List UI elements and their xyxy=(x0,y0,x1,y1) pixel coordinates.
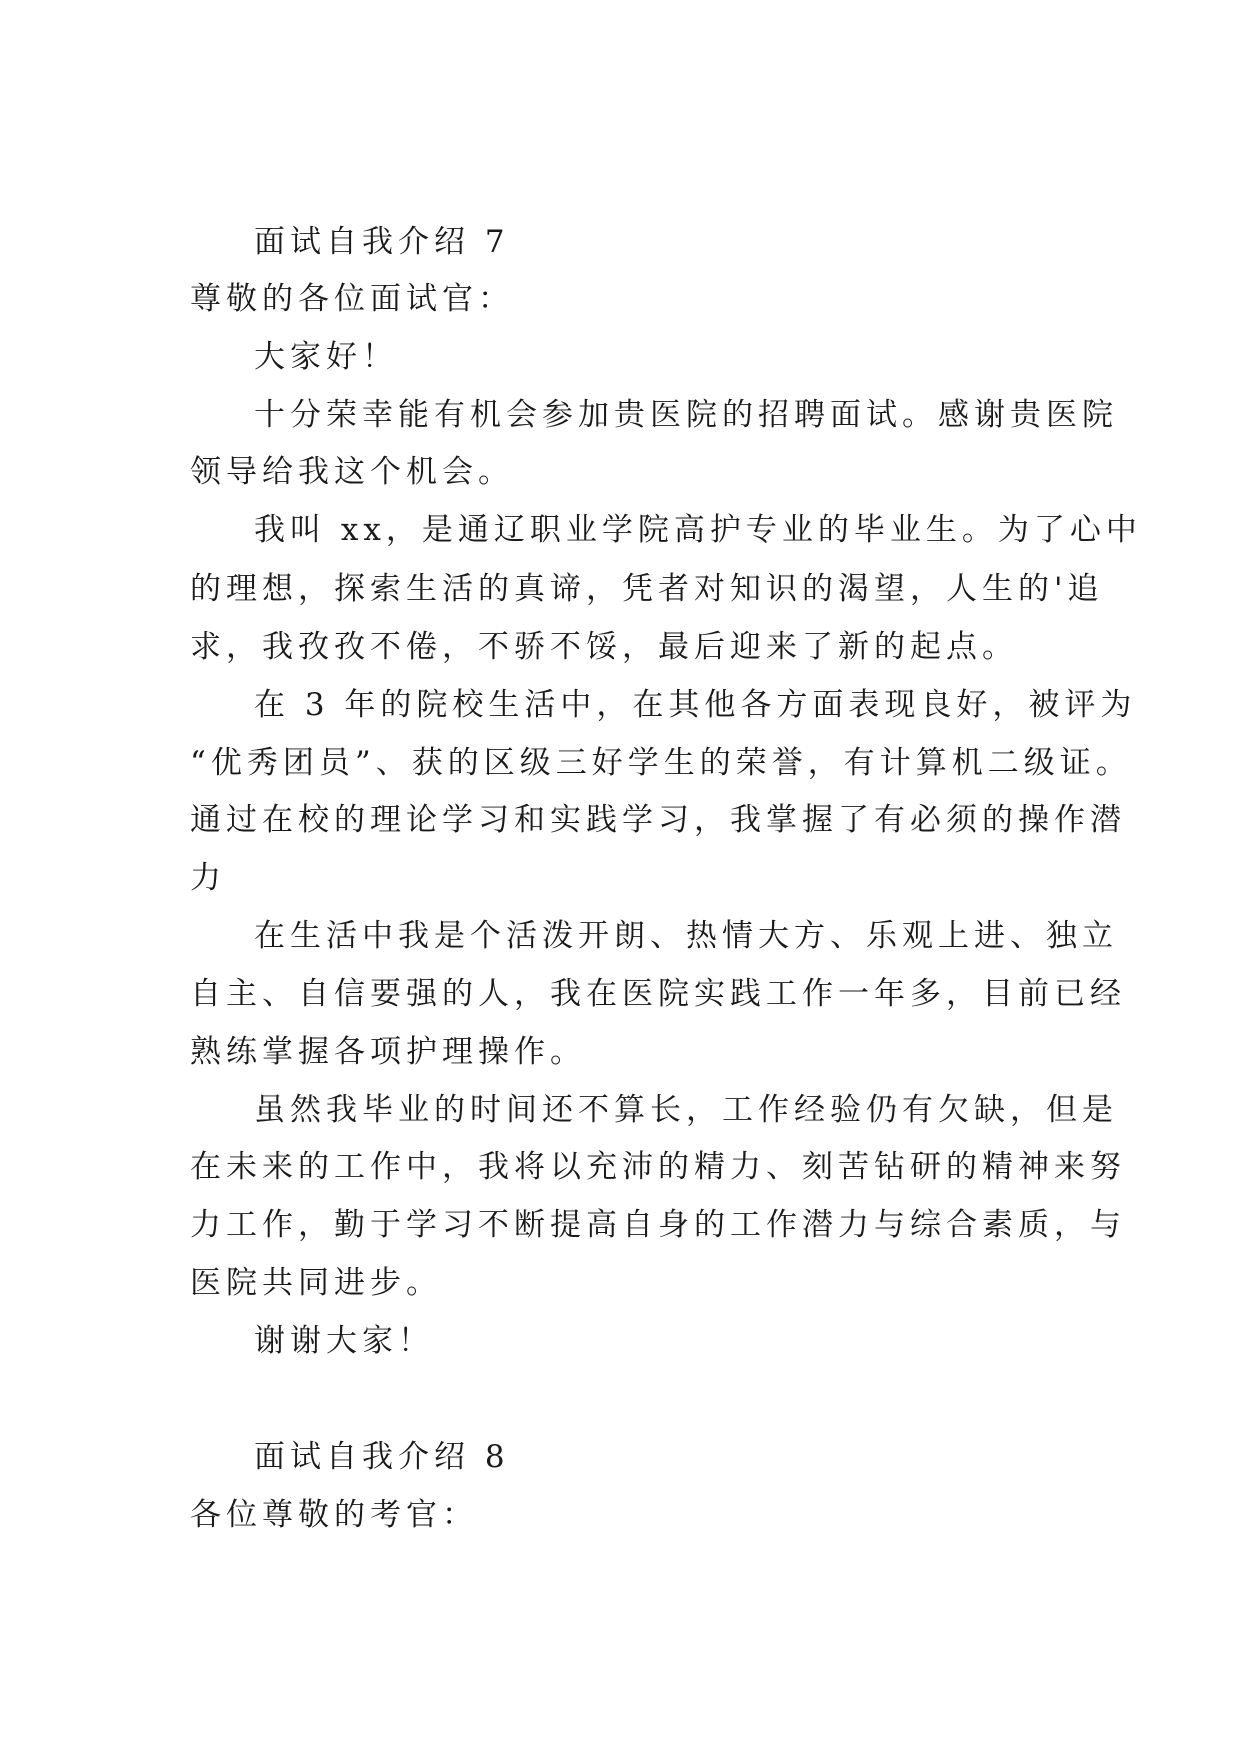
section-7-greeting: 大家好！ xyxy=(254,339,398,375)
paragraph-3-line-1: 在 3 年的院校生活中，在其他各方面表现良好，被评为 xyxy=(254,687,1137,723)
section-8-title: 面试自我介绍 8 xyxy=(254,1439,510,1475)
paragraph-2-line-1: 我叫 xx，是通辽职业学院高护专业的毕业生。为了心中 xyxy=(254,512,1142,548)
paragraph-1-line-2: 领导给我这个机会。 xyxy=(190,454,514,490)
section-7-title: 面试自我介绍 7 xyxy=(254,224,510,260)
paragraph-3-line-2: “优秀团员”、获的区级三好学生的荣誉，有计算机二级证。 xyxy=(190,745,1132,781)
paragraph-4-line-2: 自主、自信要强的人，我在医院实践工作一年多，目前已经 xyxy=(190,976,1126,1012)
paragraph-2-line-2: 的理想，探索生活的真谛，凭者对知识的渴望，人生的'追 xyxy=(190,571,1104,607)
paragraph-3-line-4: 力 xyxy=(190,860,226,896)
paragraph-4-line-3: 熟练掌握各项护理操作。 xyxy=(190,1034,586,1070)
section-7-closing: 谢谢大家！ xyxy=(254,1323,434,1359)
paragraph-4-line-1: 在生活中我是个活泼开朗、热情大方、乐观上进、独立 xyxy=(254,918,1118,954)
paragraph-1-line-1: 十分荣幸能有机会参加贵医院的招聘面试。感谢贵医院 xyxy=(254,397,1118,433)
paragraph-5-line-2: 在未来的工作中，我将以充沛的精力、刻苦钻研的精神来努 xyxy=(190,1149,1126,1185)
paragraph-3-line-3: 通过在校的理论学习和实践学习，我掌握了有必须的操作潜 xyxy=(190,802,1126,838)
paragraph-5-line-3: 力工作，勤于学习不断提高自身的工作潜力与综合素质，与 xyxy=(190,1207,1126,1243)
paragraph-5-line-1: 虽然我毕业的时间还不算长，工作经验仍有欠缺，但是 xyxy=(254,1092,1118,1128)
paragraph-5-line-4: 医院共同进步。 xyxy=(190,1265,442,1301)
paragraph-2-line-3: 求，我孜孜不倦，不骄不馁，最后迎来了新的起点。 xyxy=(190,629,1018,665)
section-7-salutation: 尊敬的各位面试官： xyxy=(190,281,514,317)
section-8-salutation: 各位尊敬的考官： xyxy=(190,1497,478,1533)
